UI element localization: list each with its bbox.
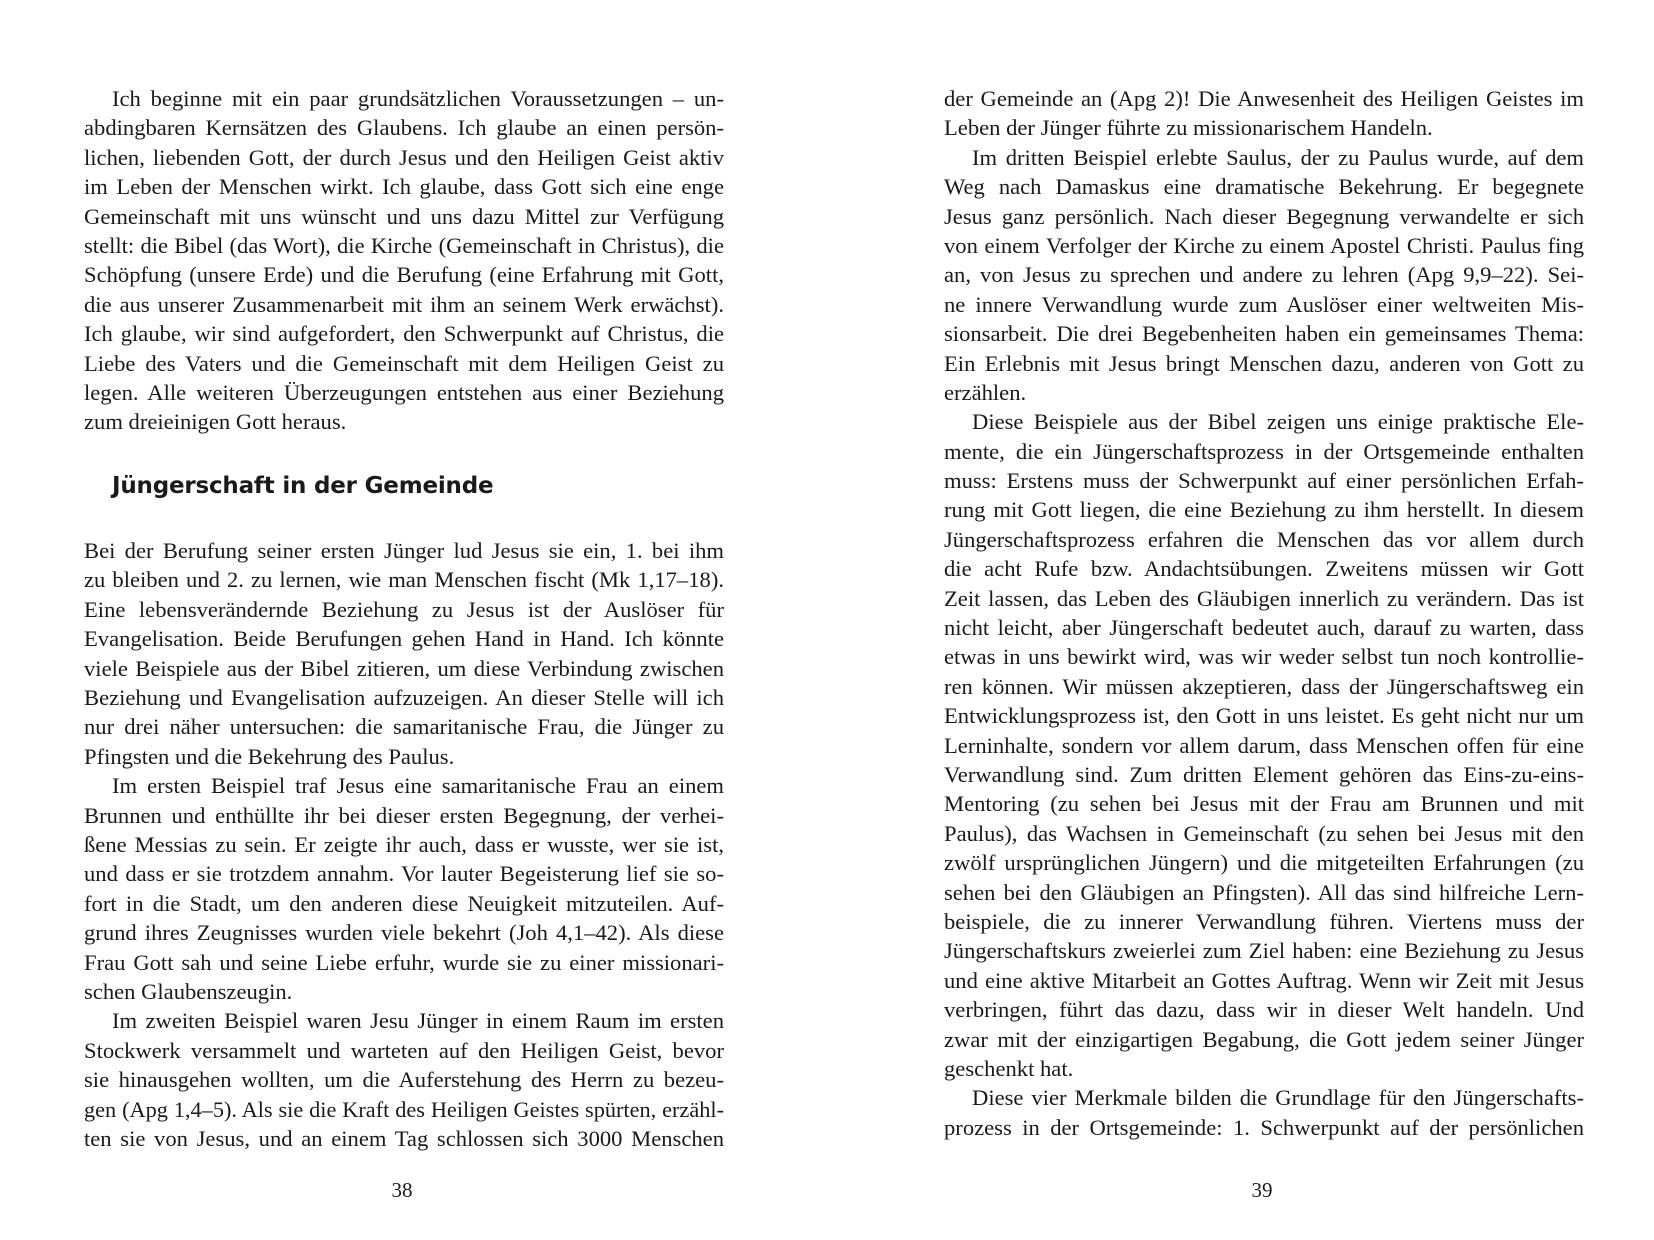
text-line: rung mit Gott liegen, die eine Beziehung zu ihm herstellt. In diesem [944, 497, 1584, 523]
text-line: Bei der Berufung seiner ersten Jünger lud Jesus sie ein, 1. bei ihm [84, 538, 724, 564]
text-line: Im ersten Beispiel traf Jesus eine samaritanische Frau an einem [112, 773, 724, 799]
left-page-text [84, 84, 724, 1153]
paragraph [84, 771, 724, 1006]
text-line: viele Beispiele aus der Bibel zitieren, um diese Verbindung zwischen [84, 655, 724, 681]
paragraph [84, 84, 724, 437]
text-line: im Leben der Menschen wirkt. Ich glaube, dass Gott sich eine enge [84, 174, 724, 200]
text-line: Leben der Jünger führte zu missionarischem Handeln. [944, 115, 1433, 141]
text-line: die aus unserer Zusammenarbeit mit ihm an seinem Werk erwächst). [84, 291, 724, 317]
paragraph [944, 143, 1584, 408]
text-line: lichen, liebenden Gott, der durch Jesus und den Heiligen Geist aktiv [84, 144, 724, 170]
text-line: fort in die Stadt, um den anderen diese Neuigkeit mitzuteilen. Auf- [84, 890, 724, 916]
text-line: ten sie von Jesus, und an einem Tag schlossen sich 3000 Menschen [84, 1125, 724, 1151]
text-line: verbringen, führt das dazu, dass wir in dieser Welt handeln. Und [944, 997, 1584, 1023]
right-page [827, 0, 1654, 1240]
text-line: Eine lebensverändernde Beziehung zu Jesus ist der Auslöser für [84, 596, 724, 622]
text-line: Zeit lassen, das Leben des Gläubigen innerlich zu verändern. Das ist [944, 585, 1584, 611]
text-line: stellt: die Bibel (das Wort), die Kirche (Gemeinschaft in Christus), die [84, 232, 724, 258]
text-line: Im dritten Beispiel erlebte Saulus, der zu Paulus wurde, auf dem [972, 144, 1584, 170]
text-line: muss: Erstens muss der Schwerpunkt auf einer persönlichen Erfah- [944, 468, 1584, 494]
text-line: Paulus), das Wachsen in Gemeinschaft (zu sehen bei Jesus mit den [944, 820, 1584, 846]
text-line: Pfingsten und die Bekehrung des Paulus. [84, 743, 455, 769]
text-line: ßene Messias zu sein. Er zeigte ihr auch, dass er wusste, wer sie ist, [84, 831, 724, 857]
text-line: und dass er sie trotzdem annahm. Vor lauter Begeisterung lief sie so- [84, 861, 724, 887]
section-heading: Jüngerschaft in der Gemeinde [112, 472, 494, 499]
text-line: der Gemeinde an (Apg 2)! Die Anwesenheit des Heiligen Geistes im [944, 86, 1584, 111]
text-line: Ich glaube, wir sind aufgefordert, den Schwerpunkt auf Christus, die [84, 321, 724, 347]
text-line: und eine aktive Mitarbeit an Gottes Auftrag. Wenn wir Zeit mit Jesus [944, 967, 1584, 993]
text-line: Jesus ganz persönlich. Nach dieser Begegnung verwandelte er sich [944, 203, 1584, 229]
text-line: etwas in uns bewirkt wird, was wir weder selbst tun noch kontrollie- [944, 644, 1584, 670]
paragraph [84, 536, 724, 771]
text-line: grund ihres Zeugnisses wurden viele bekehrt (Joh 4,1–42). Als diese [84, 920, 724, 946]
text-line: zwar mit der einzigartigen Begabung, die Gott jedem seiner Jünger [944, 1026, 1584, 1052]
text-line: abdingbaren Kernsätzen des Glaubens. Ich glaube an einen persön- [84, 115, 724, 141]
text-line: sionsarbeit. Die drei Begebenheiten haben ein gemeinsames Thema: [944, 321, 1584, 347]
text-line: an, von Jesus zu sprechen und andere zu lehren (Apg 9,9–22). Sei- [944, 262, 1584, 288]
page-number: 39 [1251, 1178, 1273, 1202]
paragraph [84, 1006, 724, 1153]
text-line: Jüngerschaftskurs zweierlei zum Ziel haben: eine Beziehung zu Jesus [944, 938, 1584, 964]
text-line: von einem Verfolger der Kirche zu einem Apostel Christi. Paulus fing [944, 232, 1584, 258]
text-line: Schöpfung (unsere Erde) und die Berufung (eine Erfahrung mit Gott, [84, 262, 724, 288]
text-line: zu bleiben und 2. zu lernen, wie man Menschen fischt (Mk 1,17–18). [84, 567, 724, 593]
text-line: geschenkt hat. [944, 1055, 1074, 1081]
text-line: Evangelisation. Beide Berufungen gehen Hand in Hand. Ich könnte [84, 626, 724, 652]
text-line: Verwandlung sind. Zum dritten Element gehören das Eins-zu-eins- [944, 761, 1584, 787]
text-line: Ich beginne mit ein paar grundsätzlichen Voraussetzungen – un- [112, 86, 724, 111]
text-line: Entwicklungsprozess ist, den Gott in uns leistet. Es geht nicht nur um [944, 703, 1584, 729]
text-line: Stockwerk versammelt und warteten auf den Heiligen Geist, bevor [84, 1037, 724, 1063]
text-line: prozess in der Ortsgemeinde: 1. Schwerpunkt auf der persönlichen [944, 1114, 1584, 1140]
text-line: Frau Gott sah und seine Liebe erfuhr, wurde sie zu einer missionari- [84, 949, 724, 975]
text-line: erzählen. [944, 379, 1027, 405]
text-line: Beziehung und Evangelisation aufzuzeigen. An dieser Stelle will ich [84, 685, 724, 711]
text-line: schen Glaubenszeugin. [84, 978, 293, 1004]
paragraph [944, 84, 1584, 143]
text-line: sehen bei den Gläubigen an Pfingsten). All das sind hilfreiche Lern- [944, 879, 1584, 905]
paragraph [944, 407, 1584, 1083]
text-line: legen. Alle weiteren Überzeugungen entstehen aus einer Beziehung [84, 379, 724, 405]
text-line: Weg nach Damaskus eine dramatische Bekehrung. Er begegnete [944, 174, 1584, 200]
text-line: Jüngerschaftsprozess erfahren die Menschen das vor allem durch [944, 526, 1584, 552]
text-line: beispiele, die zu innerer Verwandlung führen. Viertens muss der [944, 908, 1584, 934]
text-line: zum dreieinigen Gott heraus. [84, 409, 347, 435]
text-line: gen (Apg 1,4–5). Als sie die Kraft des Heiligen Geistes spürten, erzähl- [84, 1096, 724, 1122]
text-line: Im zweiten Beispiel waren Jesu Jünger in einem Raum im ersten [112, 1008, 724, 1034]
text-line: nicht leicht, aber Jüngerschaft bedeutet auch, darauf zu warten, dass [944, 615, 1584, 641]
text-line: Lerninhalte, sondern vor allem darum, dass Menschen offen für eine [944, 732, 1584, 758]
right-page-text [944, 84, 1584, 1142]
page-number: 38 [391, 1178, 413, 1202]
text-line: Ein Erlebnis mit Jesus bringt Menschen dazu, anderen von Gott zu [944, 350, 1584, 376]
text-line: Mentoring (zu sehen bei Jesus mit der Frau am Brunnen und mit [944, 791, 1584, 817]
text-line: sie hinausgehen wollten, um die Auferstehung des Herrn zu bezeu- [84, 1067, 724, 1093]
text-line: ne innere Verwandlung wurde zum Auslöser einer weltweiten Mis- [944, 291, 1584, 317]
text-line: Diese Beispiele aus der Bibel zeigen uns einige praktische Ele- [972, 409, 1584, 435]
text-line: Diese vier Merkmale bilden die Grundlage für den Jüngerschafts- [972, 1085, 1584, 1111]
paragraph [944, 1083, 1584, 1142]
text-line: nur drei näher untersuchen: die samaritanische Frau, die Jünger zu [84, 714, 724, 740]
text-line: zwölf ursprünglichen Jüngern) und die mitgeteilten Erfahrungen (zu [944, 850, 1584, 876]
text-line: die acht Rufe bzw. Andachtsübungen. Zweitens müssen wir Gott [944, 556, 1584, 582]
text-line: Gemeinschaft mit uns wünscht und uns dazu Mittel zur Verfügung [84, 203, 724, 229]
text-line: mente, die ein Jüngerschaftsprozess in der Ortsgemeinde enthalten [944, 438, 1584, 464]
text-line: Brunnen und enthüllte ihr bei dieser ersten Begegnung, der verhei- [84, 802, 724, 828]
text-line: Liebe des Vaters und die Gemeinschaft mit dem Heiligen Geist zu [84, 350, 724, 376]
text-line: ren können. Wir müssen akzeptieren, dass der Jüngerschaftsweg ein [944, 673, 1584, 699]
